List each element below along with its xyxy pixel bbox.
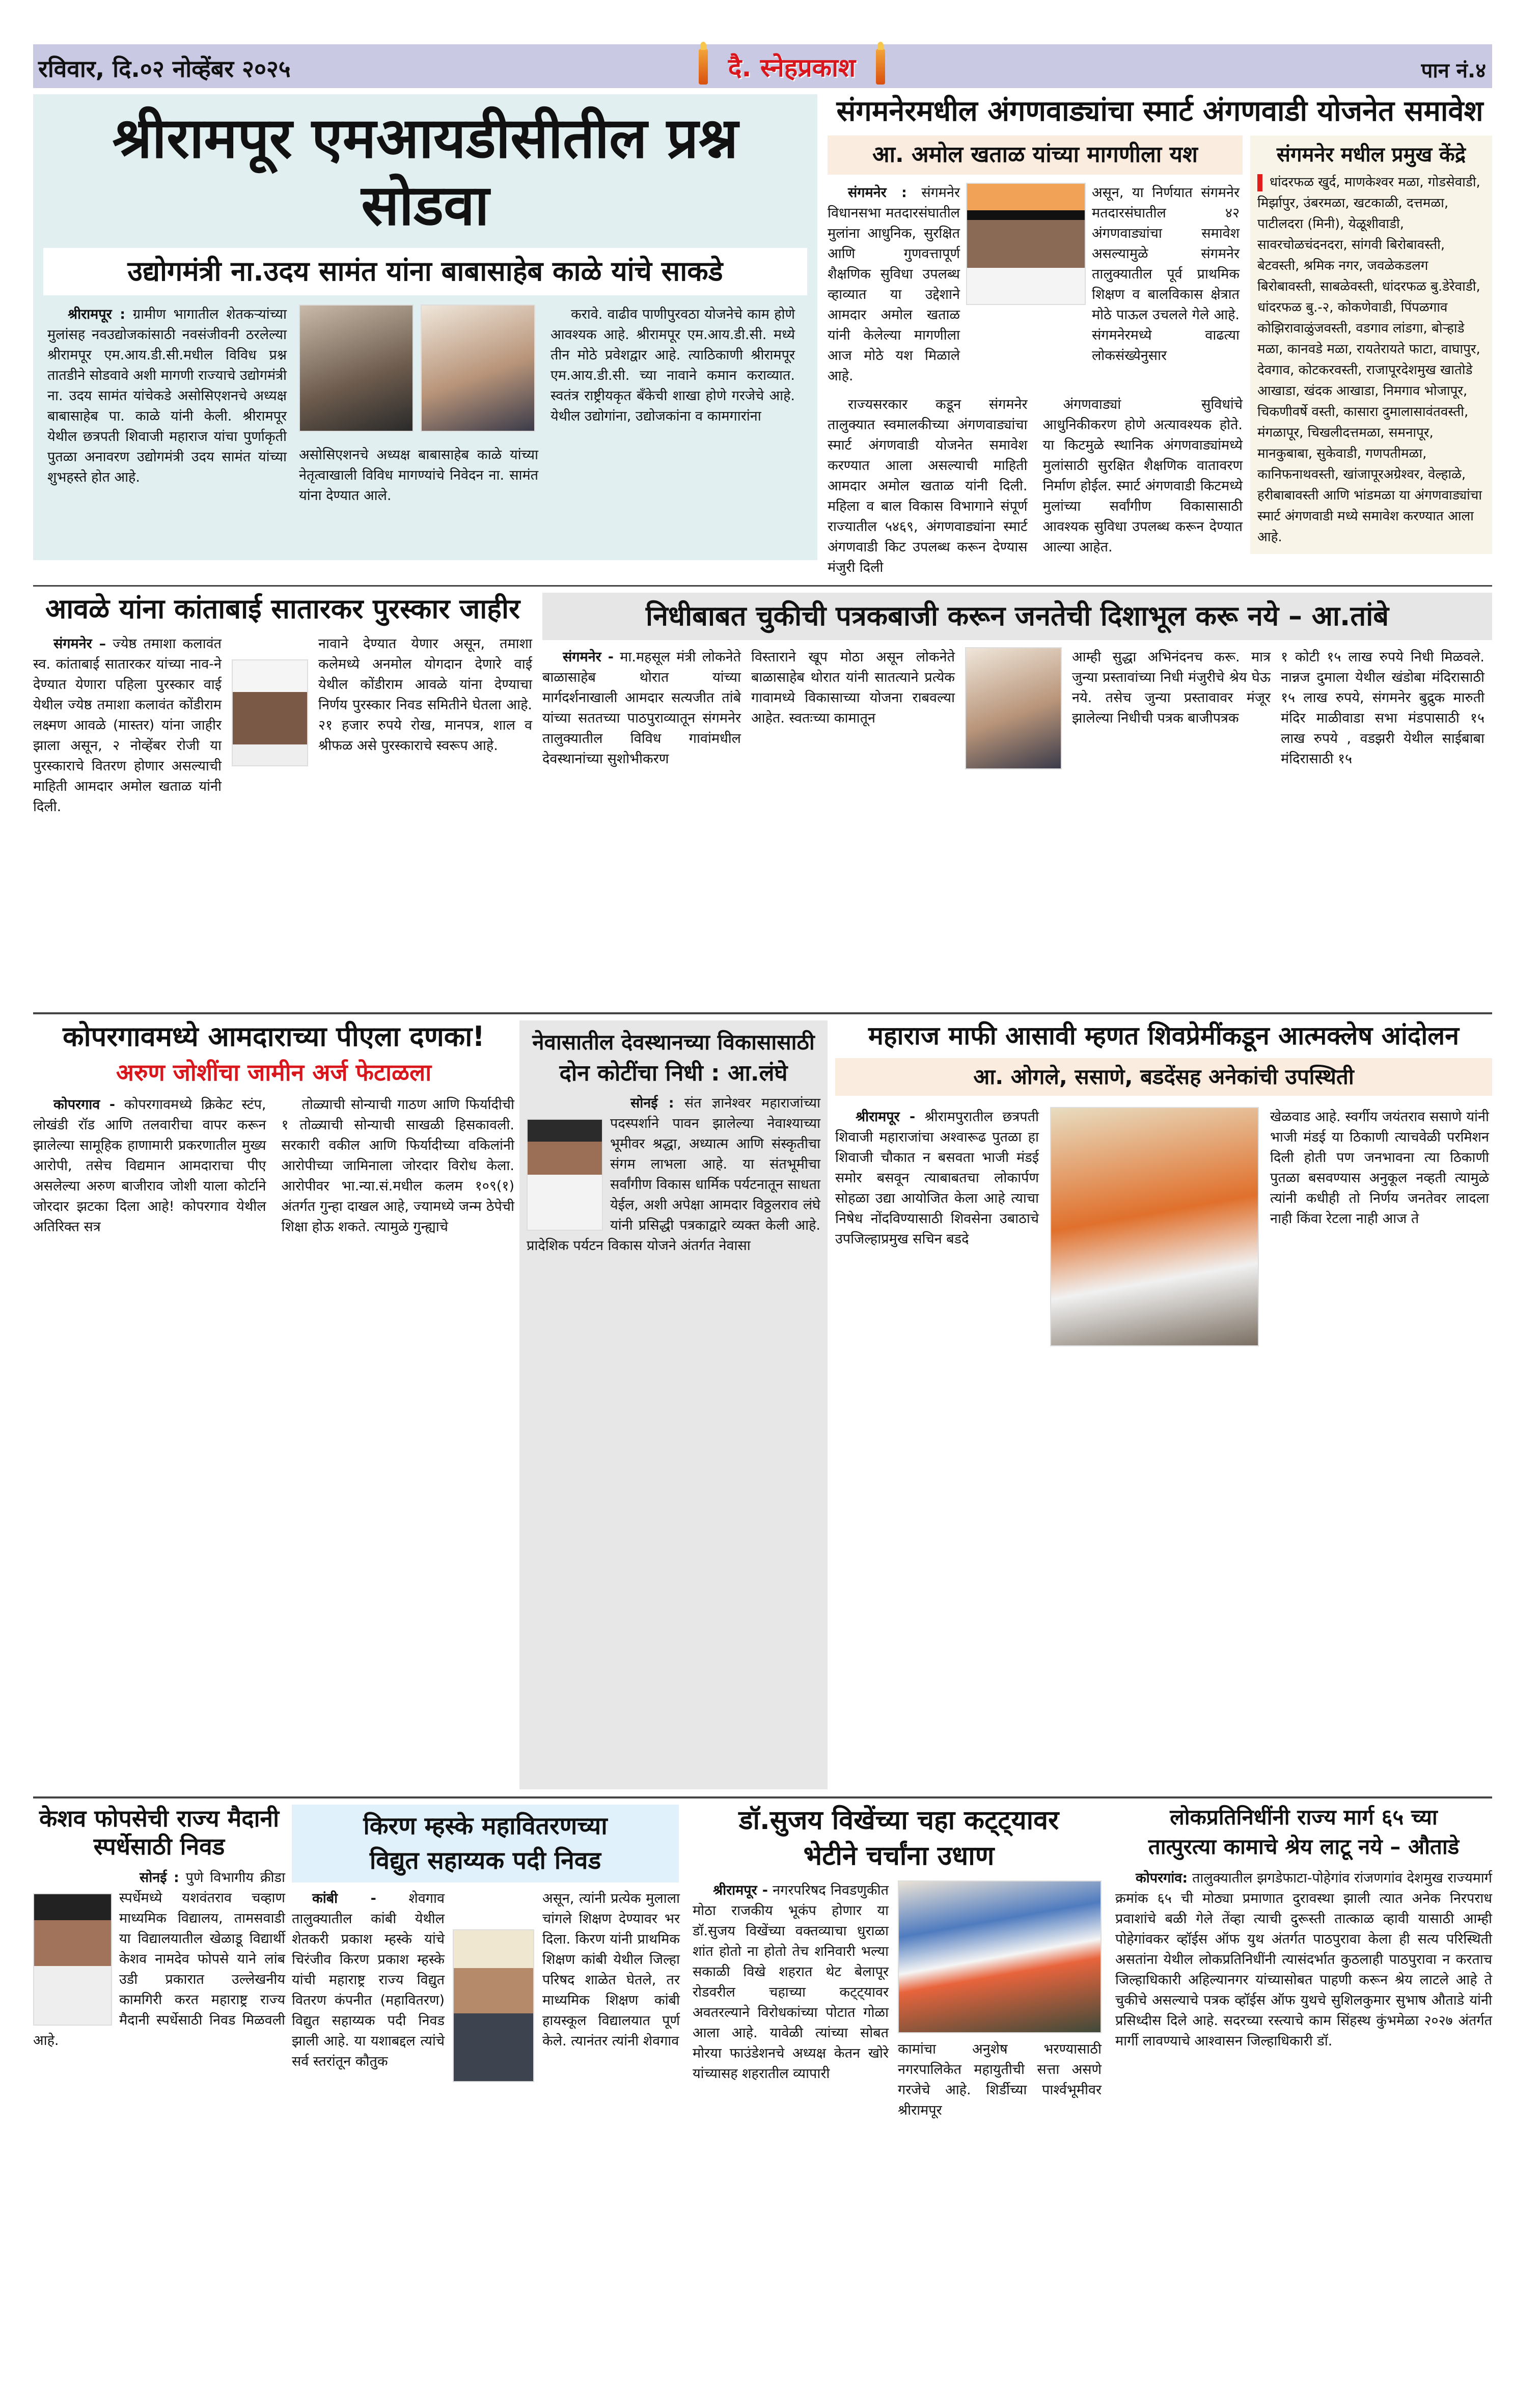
- photo-satyajeet-tambe: [965, 647, 1062, 769]
- article-awale: [33, 593, 532, 819]
- body-text: १ कोटी १५ लाख रुपये निधी मिळवले. नान्नज दुमाला येथील खंडोबा मंदिरासाठी १५ लाख रुपये, संगमनेर बुद्रुक मारुती मंदिर माळीवाडा सभा मंडपासाठी १५ लाख रुपये , वडझरी येथील साईबाबा मंदिरासाठी १५: [1281, 649, 1484, 767]
- article-body-top: [828, 183, 1243, 389]
- headline: आवळे यांना कांताबाई सातारकर पुरस्कार जाहीर: [45, 592, 520, 625]
- photo-kiran-mhaske: [453, 1929, 534, 2082]
- body-text: नावाने देण्यात येणार असून, तमाशा कलेमध्ये अनमोल योगदान देणारे वाई येथील कोंडीराम आवळे यांना देण्याचा निर्णय पुरस्कार निवड समितीने घेतला आहे. २१ हजार रुपये रोख, मानपत्र, शाल व श्रीफळ असे पुरस्काराचे स्वरूप आहे.: [318, 635, 532, 754]
- dateline: कोपरगांव:: [1136, 1870, 1188, 1886]
- headline: लोकप्रतिनिधींनी राज्य मार्ग ६५ च्या: [1170, 1804, 1438, 1830]
- body-text: राज्यसरकार कडून संगमनेर तालुक्यात स्वमालकीच्या अंगणवाड्यांचा स्मार्ट अंगणवाडी योजनेत समावेश करण्यात आला असल्याची माहिती आमदार अमोल खताळ यांनी दिली. महिला व बाल विकास विभागाने संपूर्ण राज्यातील ५४६९, अंगणवाड्यांना स्मार्ट अंगणवाडी किट उपलब्ध करून देण्यास मंजुरी दिली: [828, 396, 1028, 575]
- dateline: श्रीरामपूर -: [856, 1109, 916, 1125]
- photo-kondiram-awale: [232, 659, 308, 766]
- photo-caption: असोसिएशनचे अध्यक्ष बाबासाहेब काळे यांच्या नेतृत्वाखाली विविध मागण्यांचे निवेदन ना. सामंत यांना देण्यात आले.: [299, 447, 538, 504]
- article-body: [1115, 1868, 1492, 2052]
- article-midc: [33, 94, 817, 560]
- bullet-marker: [1257, 174, 1262, 191]
- body-text: नगरपरिषद निवडणुकीत मोठा राजकीय भूकंप होणार या डॉ.सुजय विखेंच्या वक्तव्याचा धुराळा शांत होतो ना होतो तेच शनिवारी भल्या सकाळी विखे शहरात थेट बेलापूर रोडवरील चहाच्या कट्ट्यावर अवतरल्याने विरोधकांच्या पोटात गोळा आला आहे. यावेळी त्यांच्या सोबत मोरया फाउंडेशनचे अध्यक्ष केतन खोरे यांच्यासह शहरातील व्यापारी: [693, 1882, 889, 2082]
- sidebar-key-centres: [1250, 135, 1492, 554]
- divider: [33, 1796, 1492, 1798]
- body-text: तालुक्यातील झगडेफाटा-पोहेगांव रांजणगांव देशमुख राज्यमार्ग क्रमांक ६५ ची मोठ्या प्रमाणात दुरावस्था झाली त्यात अनेक निरपराध प्रवाशांचे बळी गेले तेंव्हा त्याची दुरूस्ती तात्काळ व्हावी यासाठी आम्ही पोहेगांवकर व्हॉईस ऑफ युथ अंतर्गत पाठपुरावा केला ही सत्य परिस्थिती असतांना येथील लोकप्रतिनिधींनी त्यासंदर्भात कुठलाही पाठपुरावा न करताच जिल्हाधिकारी अहिल्यानगर यांच्यासोबत पाहणी करून श्रेय लाटले आहे ते चुकीचे असल्याचे पत्रक व्हॉईस ऑफ युथचे सुशिलकुमार सुभाष औताडे यांनी प्रसिध्दीस दिले आहे. सदरच्या रस्त्याचे काम सिंहस्थ कुंभमेळा २०२७ अंतर्गत मार्गी लावण्याचे आश्वासन जिल्हाधिकारी डॉ.: [1115, 1870, 1492, 2049]
- subheadline: आ. ओगले, ससाणे, बडदेंसह अनेकांची उपस्थिती: [835, 1058, 1492, 1096]
- centre-list: धांदरफळ खुर्द, माणकेश्वर मळा, गोडसेवाडी, मिर्झापुर, उंबरमळा, खटकाळी, दत्तमळा, पाटीलदरा (मिनी), येळूशीवाडी, सावरचोळचंदनदरा, सांगवी बिरोबावस्ती, बेटवस्ती, श्रमिक नगर, जवळेकडलग बिरोबावस्ती, साबळेवस्ती, धांदरफळ बु.डेरेवाडी, धांदरफळ बु.-२, कोकणेवाडी, पिंपळगाव कोझिरावाळुंजवस्ती, वडगाव लांडगा, बोऱ्हाडे मळा, कानवडे मळा, रायतेरायते फाटा, वाघापुर, देवगाव, कोटकरवस्ती, राजापूरदेशमुख खातोडे आखाडा, खंदक आखाडा, निमगाव भोजापूर, चिकणीवर्षे वस्ती, कासारा दुमालासावंतवस्ती, मंगळापूर, चिखलीदत्तमळा, समनापूर, मानकुबाबा, सुकेवाडी, गणपतीमळा, कानिफनाथवस्ती, खांजापूरअग्रेश्वर, वेल्हाळे, हरीबाबावस्ती आणि भांडमळा या अंगणवाड्यांचा स्मार्ट अंगणवाडी मध्ये समावेश करण्यात आला आहे.: [1257, 175, 1482, 545]
- headline: किरण म्हस्के महावितरणच्या: [363, 1811, 608, 1840]
- article-body: [33, 634, 532, 819]
- anganwadi-main: [828, 135, 1243, 578]
- body-text: श्रीरामपुरातील छत्रपती शिवाजी महाराजांचा अश्वारूढ पुतळा हा शिवाजी चौकात न बसवता भाजी मंडई समोर बसवून त्याबाबतचा लोकार्पण सोहळा उद्या आयोजित केला आहे त्याचा निषेध नोंदविण्यासाठी शिवसेना उबाठाचे उपजिल्हाप्रमुख सचिन बडदे: [835, 1109, 1039, 1248]
- dateline: श्रीरामपूर :: [68, 306, 126, 322]
- headline-box: [292, 1805, 679, 1883]
- article-shivpremi: [835, 1020, 1492, 1346]
- anganwadi-content: [828, 135, 1492, 578]
- article-autade: [1115, 1805, 1492, 2054]
- headline: केशव फोपसेची राज्य मैदानी स्पर्धेसाठी निवड: [39, 1804, 279, 1861]
- photo-uday-samant: [299, 305, 414, 432]
- article-mhaske: [292, 1805, 679, 2082]
- subheadline: आ. अमोल खताळ यांच्या मागणीला यश: [828, 135, 1243, 175]
- dateline: कोपरगाव -: [53, 1096, 116, 1113]
- article-body: [33, 295, 817, 506]
- headline: श्रीरामपूर एमआयडीसीतील प्रश्न सोडवा: [112, 105, 738, 238]
- photo-amol-khatal: [966, 183, 1086, 305]
- article-kopargaon: [33, 1020, 514, 1239]
- dateline: संगमनेर -: [563, 649, 614, 665]
- photo-vitthalrao-langhe: [527, 1119, 603, 1231]
- article-nidhi: [542, 593, 1492, 771]
- dateline: सोनई :: [140, 1870, 179, 1886]
- body-text: खेळवाड आहे. स्वर्गीय जयंतराव ससाणे यांनी भाजी मंडई या ठिकाणी त्याचवेळी परमिशन दिली होती पण जनभावना त्या ठिकाणी पुतळा बसवण्यास अनुकूल नव्हती त्यामुळे त्यांनी कधीही तो निर्णय जनतेवर लादला नाही किंवा रेटला नाही आज ते: [1270, 1109, 1489, 1227]
- body-text: विस्ताराने खूप मोठा असून लोकनेते बाळासाहेब थोरात यांनी सातत्याने प्रत्येक गावामध्ये विकासाच्या योजना राबवल्या आहेत. स्वतःच्या कामातून: [751, 649, 955, 726]
- dateline: श्रीरामपूर -: [713, 1882, 768, 1898]
- headline-line-2: विद्युत सहाय्यक पदी निवड: [369, 1846, 601, 1875]
- photo-keshav-fopse: [33, 1893, 112, 2026]
- headline: डॉ.सुजय विखेंच्या चहा कट्ट्यावर: [738, 1805, 1059, 1836]
- article-fopse: [33, 1805, 285, 2053]
- article-body: [519, 1093, 828, 1256]
- headline-line-2: भेटीने चर्चांना उधाण: [803, 1841, 995, 1872]
- article-anganwadi: [828, 94, 1492, 578]
- row-3: [33, 1020, 1492, 1789]
- photo-babasaheb-kale: [421, 305, 535, 432]
- article-body: [835, 1096, 1492, 1346]
- lamp-icon: [876, 49, 885, 85]
- article-body-lower: [828, 395, 1243, 578]
- divider: [33, 585, 1492, 587]
- newspaper-page: [33, 0, 1492, 2390]
- article-body: [542, 640, 1492, 771]
- body-text: शेवगाव तालुक्यातील कांबी येथील शेतकरी प्रकाश म्हस्के यांचे चिरंजीव किरण प्रकाश म्हस्के यांची महाराष्ट्र राज्य विद्युत वितरण कंपनीत (महावितरण) विद्युत सहाय्यक पदी निवड झाली आहे. या यशाबद्दल त्यांचे सर्व स्तरांतून कौतुक: [292, 1891, 445, 2070]
- headline: महाराज माफी आसावी म्हणत शिवप्रेमींकडून आत्मक्लेष आंदोलन: [868, 1020, 1459, 1050]
- body-text: कोपरगावमध्ये क्रिकेट स्टंप, लोखंडी रॉड आणि तलवारीचा वापर करून झालेल्या सामूहिक हाणामारी प्रकरणातील मुख्य आरोपी, तसेच विद्यमान आमदाराचा पीए असलेल्या अरुण बाजीराव जोशी याला कोर्टाने जोरदार झटका दिला आहे! कोपरगाव येथील अतिरिक्त सत्र: [33, 1096, 266, 1235]
- headline: निधीबाबत चुकीची पत्रकबाजी करून जनतेची दिशाभूल करू नये – आ.तांबे: [542, 593, 1492, 640]
- page-number: पान नं.४: [1421, 59, 1486, 82]
- photo-protest: [1050, 1107, 1259, 1346]
- paper-logo: [634, 46, 950, 87]
- article-body: [33, 1095, 514, 1239]
- row-1: [33, 94, 1492, 578]
- body-text: कामांचा अनुशेष भरण्यासाठी नगरपालिकेत महायुतीची सत्ता असणे गरजेचे आहे. शिर्डीच्या पार्श्वभूमीवर श्रीरामपूर: [898, 2041, 1102, 2118]
- sidebar-title: संगमनेर मधील प्रमुख केंद्रे: [1276, 143, 1466, 167]
- row-4: [33, 1805, 1492, 2390]
- body-text: आम्ही सुद्धा अभिनंदनच करू. मात्र जुन्या प्रस्तावांच्या निधी मंजुरीचे श्रेय घेऊ नये. तसेच जुन्या प्रस्तावावर मंजूर झालेल्या निधीची पत्रक बाजीपत्रक: [1072, 649, 1271, 726]
- headline: नेवासातील देवस्थानच्या विकासासाठी: [532, 1029, 815, 1055]
- subheadline: अरुण जोशींचा जामीन अर्ज फेटाळला: [116, 1058, 432, 1086]
- masthead: [33, 44, 1492, 88]
- body-text: मा.महसूल मंत्री लोकनेते बाळासाहेब थोरात यांच्या मार्गदर्शनाखाली आमदार सत्यजीत तांबे यांच्या सततच्या पाठपुराव्यातून संगमनेर तालुक्यातील विविध गावांमधील देवस्थानांच्या सुशोभीकरण: [542, 649, 741, 767]
- article-body: [33, 1868, 285, 2051]
- article-vikhe: [693, 1805, 1105, 2121]
- article-body: [693, 1880, 1105, 2121]
- body-text: असून, या निर्णयात संगमनेर मतदारसंघातील ४२ अंगणवाड्यांचा समावेश असल्यामुळे संगमनेर तालुक्यातील पूर्व प्राथमिक शिक्षण व बालविकास क्षेत्रात मोठे पाऊल उचलले गेले आहे. संगमनेरमध्ये वाढत्या लोकसंख्येनुसार: [1092, 184, 1240, 364]
- article-body: [292, 1883, 679, 2082]
- paper-name: दै. स्नेहप्रकाश: [728, 53, 856, 82]
- body-text: पुणे विभागीय क्रीडा स्पर्धेमध्ये यशवंतराव चव्हाण माध्यमिक विद्यालय, तामसवाडी या विद्यालयातील खेळाडू विद्यार्थी केशव नामदेव फोपसे याने लांब उडी प्रकारात उल्लेखनीय कामगिरी करत महाराष्ट्र राज्य मैदानी स्पर्धेसाठी निवड मिळवली आहे.: [33, 1870, 285, 2049]
- dateline: सोनई :: [630, 1095, 674, 1112]
- headline: कोपरगावमध्ये आमदाराच्या पीएला दणका!: [63, 1020, 485, 1053]
- row-2: [33, 593, 1492, 1005]
- body-text: करावे. वाढीव पाणीपुरवठा योजनेचे काम होणे आवश्यक आहे. श्रीरामपूर एम.आय.डी.सी. मध्ये तीन मोठे प्रवेशद्वार आहे. त्याठिकाणी श्रीरामपूर एम.आय.डी.सी. च्या नावाने कमान कराव्यात. स्वतंत्र राष्ट्रीयकृत बँकेची शाखा होणे गरजेचे आहे. येथील उद्योगांना, उद्योजकांना व कामगारांना: [551, 306, 795, 424]
- dateline: कांबी -: [312, 1891, 376, 1907]
- body-text: संगमनेर विधानसभा मतदारसंघातील मुलांना आधुनिक, सुरक्षित आणि गुणवत्तापूर्ण शैक्षणिक सुविधा उपलब्ध व्हाव्यात या उद्देशाने आमदार अमोल खताळ यांनी केलेल्या मागणीला आज मोठे यश मिळाले आहे.: [828, 184, 960, 384]
- photo-group: [299, 305, 538, 506]
- lamp-icon: [699, 49, 708, 85]
- subheadline: उद्योगमंत्री ना.उदय सामंत यांना बाबासाहेब काळे यांचे साकडे: [43, 248, 807, 295]
- dateline: संगमनेर –: [53, 635, 106, 652]
- divider: [33, 1012, 1492, 1014]
- body-text: संत ज्ञानेश्वर महाराजांच्या पदस्पर्शाने पावन झालेल्या नेवाश्याच्या भूमीवर श्रद्धा, अध्यात्म आणि संस्कृतीचा संगम लाभला आहे. या संतभूमीचा सर्वांगीण विकास धार्मिक पर्यटनातून साधता येईल, अशी अपेक्षा आमदार विठ्ठलराव लंघे यांनी प्रसिद्धी पत्रकाद्वारे व्यक्त केली आहे. प्रादेशिक पर्यटन विकास योजने अंतर्गत नेवासा: [527, 1095, 820, 1254]
- body-text: ज्येष्ठ तमाशा कलावंत स्व. कांताबाई सातारकर यांच्या नाव-ने देण्यात येणारा पहिला पुरस्कार वाई येथील ज्येष्ठ तमाशा कलावंत कोंडीराम लक्ष्मण आवळे (मास्तर) यांना जाहीर झाला असून, २ नोव्हेंबर रोजी या पुरस्काराचे वितरण होणार असल्याची माहिती आमदार अमोल खताळ यांनी दिली.: [33, 635, 222, 815]
- headline: संगमनेरमधील अंगणवाड्यांचा स्मार्ट अंगणवाडी योजनेत समावेश: [836, 95, 1483, 128]
- body-text: तोळ्याची सोन्याची गाठण आणि फिर्यादीची १ तोळ्याची सोन्याची साखळी हिसकावली. सरकारी वकील आणि फिर्यादीच्या वकिलांनी आरोपीच्या जामिनाला जोरदार विरोध केला. आरोपीवर भा.न्या.सं.मधील कलम १०९(१) अंतर्गत गुन्हा दाखल आहे, ज्यामध्ये जन्म ठेपेची शिक्षा होऊ शकते. त्यामुळे गुन्ह्याचे: [281, 1096, 514, 1235]
- headline-line-2: दोन कोटींचा निधी : आ.लंघे: [559, 1060, 788, 1087]
- body-text: अंगणवाड्यां सुविधांचे आधुनिकीकरण होणे अत्यावश्यक होते. या किटमुळे स्थानिक अंगणवाड्यांमध्ये मुलांसाठी सुरक्षित शैक्षणिक वातावरण निर्माण होईल. स्मार्ट अंगणवाडी किटमध्ये मुलांच्या सर्वांगीण विकासासाठी आवश्यक सुविधा उपलब्ध करून देण्यात आल्या आहेत.: [1042, 396, 1243, 555]
- photo-column: [898, 1880, 1102, 2121]
- dateline: संगमनेर :: [848, 184, 907, 201]
- photo-sujay-vikhe-tea-stall: [898, 1880, 1102, 2033]
- article-newasa: [519, 1020, 828, 1789]
- body-text: ग्रामीण भागातील शेतकऱ्यांच्या मुलांसह नवउद्योजकांसाठी नवसंजीवनी ठरलेल्या श्रीरामपूर एम.आय.डी.सी.मधील विविध प्रश्न तातडीने सोडवावे अशी मागणी राज्याचे उद्योगमंत्री ना. उदय सामंत यांचेकडे असोसिएशनचे अध्यक्ष बाबासाहेब पा. काळे यांनी केली. श्रीरामपूर येथील छत्रपती शिवाजी महाराज यांचा पुर्णाकृती पुतळा अनावरण उद्योगमंत्री उदय सामंत यांच्या शुभहस्ते होत आहे.: [47, 306, 287, 485]
- issue-date: रविवार, दि.०२ नोव्हेंबर २०२५: [38, 55, 291, 82]
- headline-line-2: तात्पुरत्या कामाचे श्रेय लाटू नये – औताडे: [1148, 1834, 1460, 1860]
- body-text: असून, त्यांनी प्रत्येक मुलाला चांगले शिक्षण देण्यावर भर दिला. किरण यांनी प्राथमिक शिक्षण कांबी येथील जिल्हा परिषद शाळेत घेतले, तर माध्यमिक शिक्षण कांबी हायस्कूल विद्यालयात पूर्ण केले. त्यानंतर त्यांनी शेवगाव: [542, 1891, 680, 2050]
